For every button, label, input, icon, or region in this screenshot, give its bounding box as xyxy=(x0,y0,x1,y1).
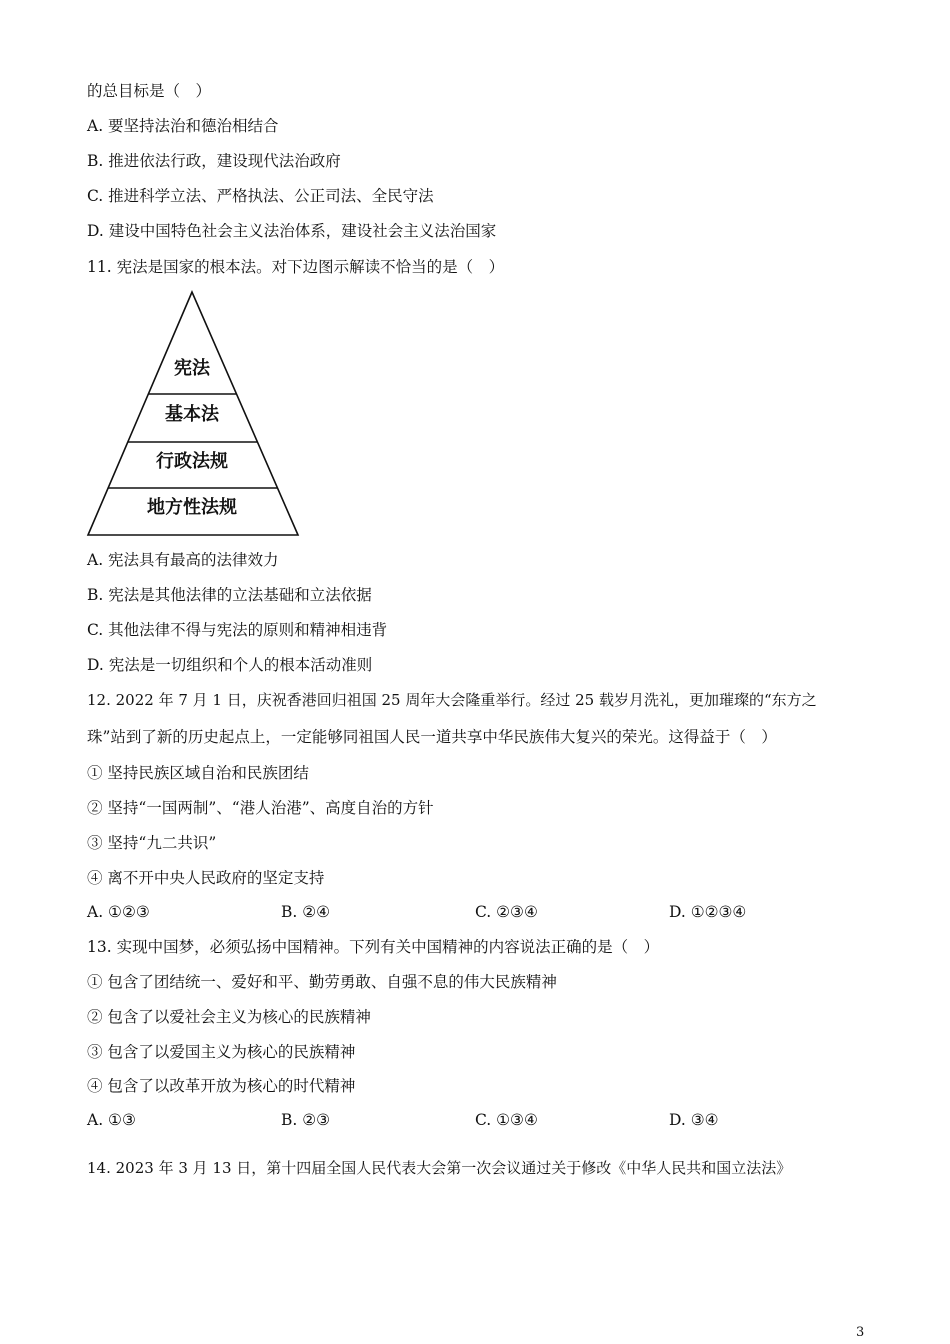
q12-choice-c: C. ②③④ xyxy=(475,903,538,921)
q13-stem: 13. 实现中国梦，必须弘扬中国精神。下列有关中国精神的内容说法正确的是（ ） xyxy=(87,938,660,956)
law-hierarchy-pyramid xyxy=(86,288,302,540)
q12-statement-2: ② 坚持“一国两制”、“港人治港”、高度自治的方针 xyxy=(87,799,434,817)
q12-statement-3: ③ 坚持“九二共识” xyxy=(87,834,217,852)
q13-statement-4: ④ 包含了以改革开放为核心的时代精神 xyxy=(87,1077,356,1095)
q10-option-d: D. 建设中国特色社会主义法治体系，建设社会主义法治国家 xyxy=(87,222,497,240)
q13-statement-2: ② 包含了以爱社会主义为核心的民族精神 xyxy=(87,1008,371,1026)
pyramid-level-constitution: 宪法 xyxy=(174,358,210,379)
q12-statement-1: ① 坚持民族区域自治和民族团结 xyxy=(87,764,309,782)
q11-option-b: B. 宪法是其他法律的立法基础和立法依据 xyxy=(87,586,372,604)
q10-option-c: C. 推进科学立法、严格执法、公正司法、全民守法 xyxy=(87,187,434,205)
q13-choice-a: A. ①③ xyxy=(87,1111,136,1129)
q10-stem-tail: 的总目标是（ ） xyxy=(87,82,212,100)
q12-stem-line1: 12. 2022 年 7 月 1 日，庆祝香港回归祖国 25 周年大会隆重举行。经过 25 载岁月洗礼，更加璀璨的“东方之 xyxy=(87,691,817,709)
q13-choice-c: C. ①③④ xyxy=(475,1111,538,1129)
pyramid-level-admin-regulations: 行政法规 xyxy=(156,451,228,472)
q13-choice-b: B. ②③ xyxy=(281,1111,331,1129)
q10-option-b: B. 推进依法行政，建设现代法治政府 xyxy=(87,152,341,170)
q13-statement-3: ③ 包含了以爱国主义为核心的民族精神 xyxy=(87,1043,356,1061)
q12-choice-a: A. ①②③ xyxy=(87,903,150,921)
page-number: 3 xyxy=(856,1325,865,1340)
q13-choice-d: D. ③④ xyxy=(669,1111,719,1129)
q11-option-c: C. 其他法律不得与宪法的原则和精神相违背 xyxy=(87,621,388,639)
q12-choice-b: B. ②④ xyxy=(281,903,331,921)
q11-stem: 11. 宪法是国家的根本法。对下边图示解读不恰当的是（ ） xyxy=(87,258,505,276)
q11-option-d: D. 宪法是一切组织和个人的根本活动准则 xyxy=(87,656,373,674)
q11-option-a: A. 宪法具有最高的法律效力 xyxy=(87,551,279,569)
pyramid-level-basic-law: 基本法 xyxy=(165,404,219,425)
q14-stem-line1: 14. 2023 年 3 月 13 日，第十四届全国人民代表大会第一次会议通过关于修改《中华人民共和国立法法》 xyxy=(87,1159,792,1177)
q12-choice-d: D. ①②③④ xyxy=(669,903,747,921)
pyramid-level-local-regulations: 地方性法规 xyxy=(147,497,237,518)
q12-statement-4: ④ 离不开中央人民政府的坚定支持 xyxy=(87,869,325,887)
q10-option-a: A. 要坚持法治和德治相结合 xyxy=(87,117,279,135)
q12-stem-line2: 珠”站到了新的历史起点上，一定能够同祖国人民一道共享中华民族伟大复兴的荣光。这得益于（ ） xyxy=(87,728,777,746)
q13-statement-1: ① 包含了团结统一、爱好和平、勤劳勇敢、自强不息的伟大民族精神 xyxy=(87,973,557,991)
